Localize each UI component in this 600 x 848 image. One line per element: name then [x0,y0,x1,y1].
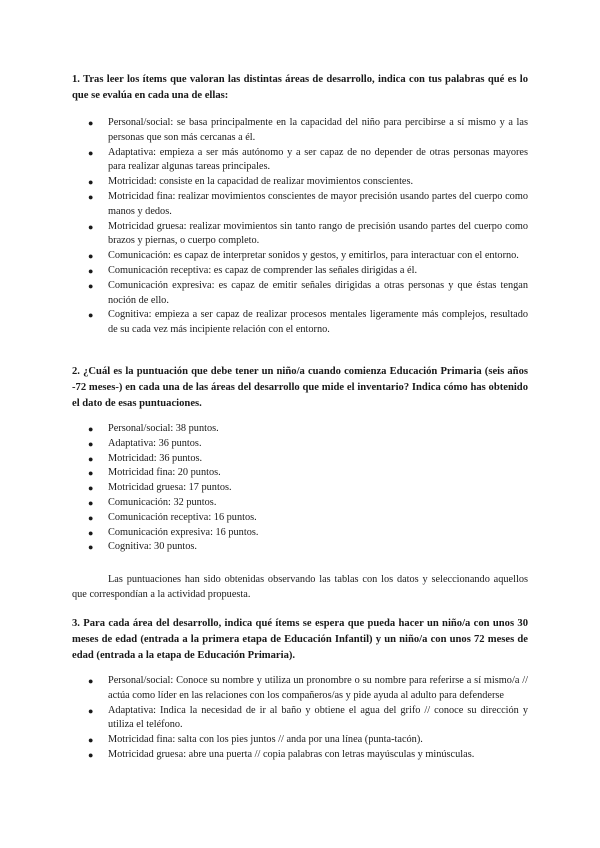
list-item-text: Motricidad: consiste en la capacidad de realizar movimientos conscientes. [108,176,414,188]
list-item [72,452,528,467]
bullet-icon: ● [88,177,94,188]
list-item-text: Motricidad gruesa: realizar movimientos sin tanto rango de precisión usando partes del cuerpo como brazos y piernas, o cuerpo completo. [108,220,528,247]
bullet-icon: ● [88,118,94,128]
list-item [72,264,528,279]
list-item [72,748,528,763]
list-item [72,190,528,220]
question-2-heading: 2. ¿Cuál es la puntuación que debe tener un niño/a cuando comienza Educación Primaria (seis años -72 meses-) en cada una de las áreas del desarrollo que mide el inventario? Indica cómo has obtenido el dato de esas puntuaciones. [72,366,528,409]
bullet-icon: ● [88,527,94,538]
list-item [72,220,528,250]
bullet-icon: ● [88,424,94,434]
list-item-text: Adaptativa: 36 puntos. [108,437,202,449]
list-item [72,146,528,176]
list-item-text: Cognitiva: 30 puntos. [108,541,197,553]
list-item-text: Personal/social: Conoce su nombre y utiliza un pronombre o su nombre para referirse a sí mismo/a // actúa como líder en las relaciones con los compañeros/as y pide ayuda al adulto para defenderse [108,675,528,701]
scores-list [72,422,528,555]
bullet-icon: ● [88,453,94,464]
bullet-icon: ● [88,542,94,553]
area-descriptions-list [72,116,528,338]
list-item-text: Comunicación receptiva: es capaz de comprender las señales dirigidas a él. [108,264,418,276]
list-item [72,175,528,190]
bullet-icon: ● [88,280,94,291]
list-item [72,422,528,437]
list-item-text: Motricidad gruesa: abre una puerta // copia palabras con letras mayúsculas y minúsculas. [108,748,475,760]
bullet-icon: ● [88,265,94,276]
list-item-text: Motricidad fina: realizar movimientos conscientes de mayor precisión usando partes del cuerpo como manos y dedos. [108,190,528,217]
bullet-icon: ● [88,749,94,760]
list-item-text: Comunicación expresiva: 16 puntos. [108,526,259,538]
list-item [72,674,528,704]
list-item-text: Motricidad: 36 puntos. [108,452,203,464]
question-3-heading: 3. Para cada área del desarrollo, indica qué ítems se espera que pueda hacer un niño/a con unos 30 meses de edad (entrada a la primera etapa de Educación Infantil) y un niño/a con unos 72 meses de edad (entrada a la etapa de Educación Primaria). [72,618,528,661]
bullet-icon: ● [88,147,94,158]
list-item-text: Motricidad fina: salta con los pies juntos // anda por una línea (punta-tacón). [108,734,423,746]
list-item [72,733,528,748]
bullet-icon: ● [88,676,94,686]
list-item [72,481,528,496]
list-item-text: Adaptativa: Indica la necesidad de ir al baño y obtiene el agua del grifo // conoce su dirección y utiliza el teléfono. [108,704,528,731]
bullet-icon: ● [88,735,94,746]
list-item [72,540,528,555]
list-item-text: Personal/social: se basa principalmente en la capacidad del niño para percibirse a sí mismo y a las personas que son más cercanas a él. [108,117,528,143]
list-item [72,704,528,734]
list-item [72,116,528,146]
bullet-icon: ● [88,468,94,479]
list-item-text: Comunicación: 32 puntos. [108,496,217,508]
expected-items-list [72,674,528,763]
bullet-icon: ● [88,705,94,716]
question-1-heading: 1. Tras leer los ítems que valoran las distintas áreas de desarrollo, indica con tus palabras qué es lo que se evalúa en cada una de ellas: [72,74,528,101]
bullet-icon: ● [88,191,94,202]
bullet-icon: ● [88,497,94,508]
bullet-icon: ● [88,512,94,523]
list-item-text: Motricidad fina: 20 puntos. [108,467,221,479]
bullet-icon: ● [88,483,94,494]
list-item-text: Personal/social: 38 puntos. [108,423,219,434]
list-item [72,437,528,452]
list-item [72,526,528,541]
list-item [72,249,528,264]
list-item-text: Cognitiva: empieza a ser capaz de realizar procesos mentales ligeramente más complejos, resultado de su cada vez más incipiente relación con el entorno. [108,309,528,336]
bullet-icon: ● [88,310,94,321]
list-item-text: Comunicación expresiva: es capaz de emitir señales dirigidas a otras personas y que éstas tengan noción de ello. [108,279,528,306]
list-item [72,511,528,526]
list-item-text: Comunicación: es capaz de interpretar sonidos y gestos, y emitirlos, para interactuar con el entorno. [108,250,519,262]
bullet-icon: ● [88,221,94,232]
list-item [72,496,528,511]
list-item [72,466,528,481]
bullet-icon: ● [88,251,94,262]
explanation-paragraph: Las puntuaciones han sido obtenidas observando las tablas con los datos y seleccionando aquellos que correspondían a la actividad propuesta. [72,574,528,600]
bullet-icon: ● [88,438,94,449]
list-item [72,279,528,309]
list-item-text: Adaptativa: empieza a ser más autónomo y a ser capaz de no depender de otras personas mayores para realizar algunas tareas principales. [108,146,528,173]
list-item-text: Comunicación receptiva: 16 puntos. [108,511,257,523]
list-item-text: Motricidad gruesa: 17 puntos. [108,482,232,494]
list-item [72,308,528,338]
